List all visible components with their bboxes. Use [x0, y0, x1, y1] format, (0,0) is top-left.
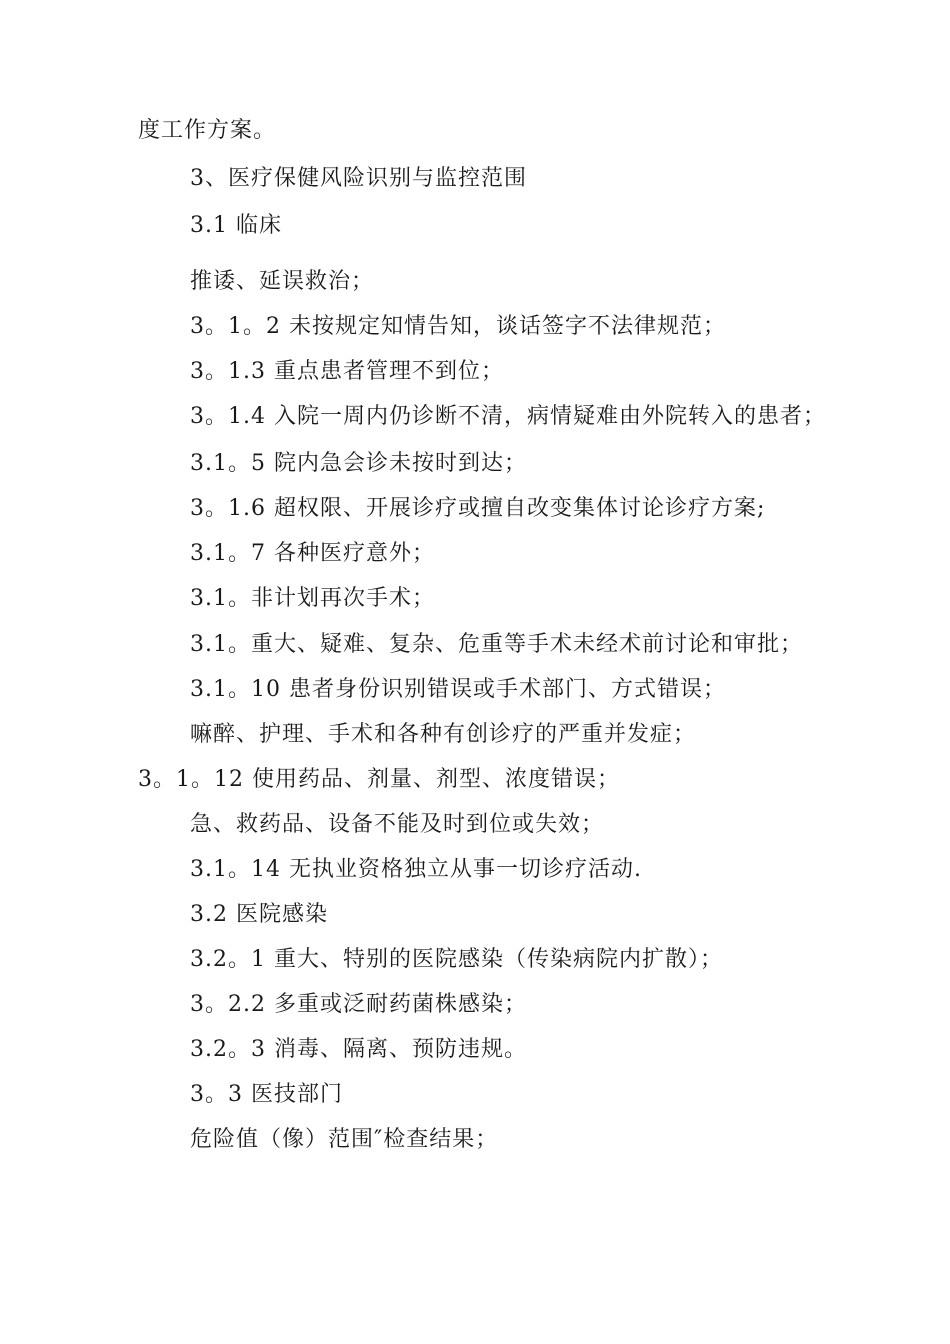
list-item: 推诿、延误救治；	[190, 269, 375, 294]
list-item: 3.1。14 无执业资格独立从事一切诊疗活动.	[190, 857, 642, 882]
subsection-heading: 3.1 临床	[190, 213, 282, 238]
list-item: 3.2。1 重大、特别的医院感染（传染病院内扩散）；	[190, 947, 723, 972]
list-item: 3.1。非计划再次手术；	[190, 586, 435, 611]
section-heading: 3、医疗保健风险识别与监控范围	[190, 166, 527, 191]
list-item: 3.1。7 各种医疗意外；	[190, 541, 435, 566]
list-item: 3。2.2 多重或泛耐药菌株感染；	[190, 992, 527, 1017]
list-item: 嘛醉、护理、手术和各种有创诊疗的严重并发症；	[190, 722, 697, 747]
paragraph-line: 度工作方案。	[138, 118, 277, 143]
list-item: 急、救药品、设备不能及时到位或失效；	[190, 812, 605, 837]
list-item: 3。1.6 超权限、开展诊疗或擅自改变集体讨论诊疗方案;	[190, 496, 766, 521]
subsection-heading: 3。3 医技部门	[190, 1082, 343, 1107]
list-item: 3。1.3 重点患者管理不到位；	[190, 359, 504, 384]
list-item: 3。1。12 使用药品、剂量、剂型、浓度错误；	[138, 767, 620, 792]
list-item: 3。1。2 未按规定知情告知，谈话签字不法律规范；	[190, 314, 726, 339]
list-item: 3.2。3 消毒、隔离、预防违规。	[190, 1037, 527, 1062]
list-item: 3。1.4 入院一周内仍诊断不清，病情疑难由外院转入的患者；	[190, 404, 826, 429]
list-item: 3.1。10 患者身份识别错误或手术部门、方式错误；	[190, 677, 726, 702]
subsection-heading: 3.2 医院感染	[190, 902, 328, 927]
list-item: 危险值（像）范围″检查结果；	[190, 1127, 499, 1152]
list-item: 3.1。5 院内急会诊未按时到达；	[190, 451, 527, 476]
list-item: 3.1。重大、疑难、复杂、危重等手术未经术前讨论和审批；	[190, 632, 803, 657]
